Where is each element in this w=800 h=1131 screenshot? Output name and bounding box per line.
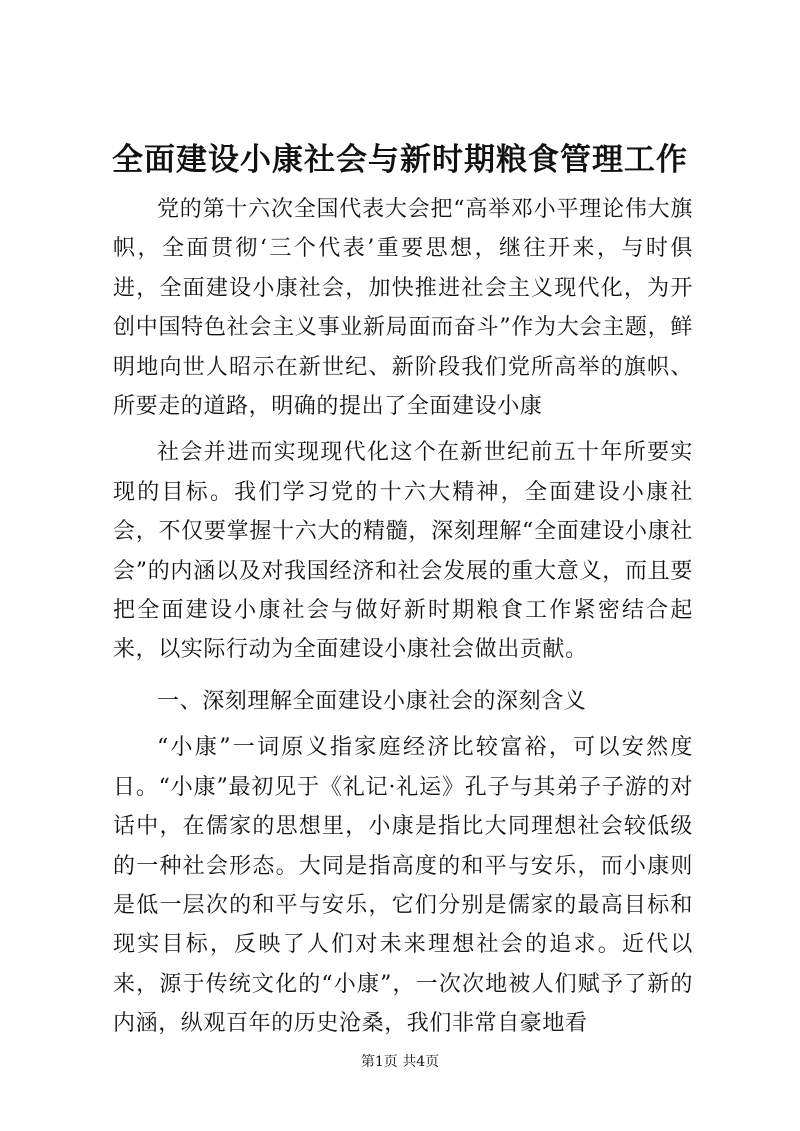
section-heading: 一、深刻理解全面建设小康社会的深刻含义 bbox=[157, 688, 587, 714]
paragraph-goal: 社会并进而实现现代化这个在新世纪前五十年所要实现的目标。我们学习党的十六大精神，全面建设小康社会，不仅要掌握十六大的精髓，深刻理解“全面建设小康社会”的内涵以及对我国经济和社会发展的重大意义，而且要把全面建设小康社会与做好新时期粮食工作紧密结合起来，以实际行动为全面建设小康社会做出贡献。 bbox=[113, 440, 693, 663]
document-title: 全面建设小康社会与新时期粮食管理工作 bbox=[112, 142, 688, 178]
paragraph-intro: 党的第十六次全国代表大会把“高举邓小平理论伟大旗帜，全面贯彻‘三个代表’重要思想，继往开来，与时俱进，全面建设小康社会，加快推进社会主义现代化，为开创中国特色社会主义事业新局面而奋斗”作为大会主题，鲜明地向世人昭示在新世纪、新阶段我们党所高举的旗帜、所要走的道路，明确的提出了全面建设小康 bbox=[113, 197, 693, 420]
page-number-footer: 第1页 共4页 bbox=[360, 1054, 440, 1070]
document-body bbox=[113, 190, 693, 1044]
paragraph-xiaokang-meaning: “小康”一词原义指家庭经济比较富裕，可以安然度日。“小康”最初见于《礼记·礼运》孔子与其弟子子游的对话中，在儒家的思想里，小康是指比大同理想社会较低级的一种社会形态。大同是指高度的和平与安乐，而小康则是低一层次的和平与安乐，它们分别是儒家的最高目标和现实目标，反映了人们对未来理想社会的追求。近代以来，源于传统文化的“小康”，一次次地被人们赋予了新的内涵，纵观百年的历史沧桑，我们非常自豪地看 bbox=[113, 735, 693, 1037]
